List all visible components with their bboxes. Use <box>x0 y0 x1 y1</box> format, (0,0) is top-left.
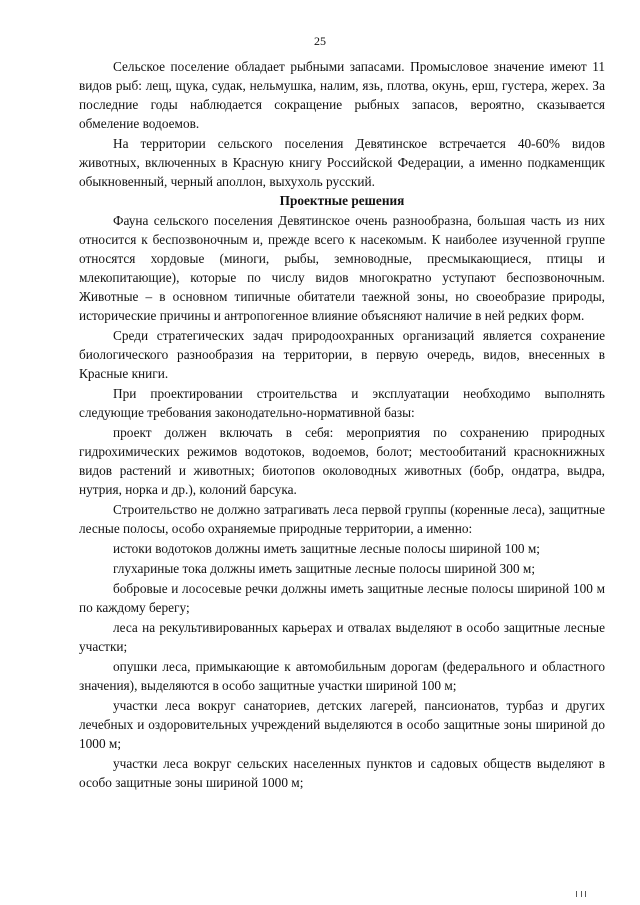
paragraph-project-measures: проект должен включать в себя: мероприятия по сохранению природных гидрохимических режимов водотоков, водоемов, болот; местообитаний краснокнижных видов растений и животных; биотопов околоводных животных (бобр, ондатра, выдра, нутрия, норка и др.), колоний барсука. <box>79 425 605 497</box>
page-content <box>79 57 605 792</box>
paragraph-first-group-forests: Строительство не должно затрагивать леса первой группы (коренные леса), защитные лесные полосы, особо охраняемые природные территории, а именно: <box>79 502 605 536</box>
paragraph-fauna: Фауна сельского поселения Девятинское очень разнообразна, большая часть из них относится к беспозвоночным и, прежде всего к насекомым. К наиболее изученной группе относятся хордовые (миноги, рыбы, земноводные, пресмыкающиеся, птицы и млекопитающие), которые по числу видов многократно уступают беспозвоночным. Животные – в основном типичные обитатели таежной зоны, но своеобразие природы, исторические причины и антропогенное влияние объясняют наличие в ней редких форм. <box>79 213 605 323</box>
section-heading: Проектные решения <box>279 193 405 208</box>
list-item-recultivated-quarries: леса на рекультивированных карьерах и отвалах выделяют в особо защитные лесные участки; <box>79 620 605 654</box>
scan-mark <box>576 891 590 897</box>
list-item-beaver-salmon-rivers: бобровые и лососевые речки должны иметь защитные лесные полосы шириной 100 м по каждому берегу; <box>79 581 605 615</box>
list-item-settlement-zones: участки леса вокруг сельских населенных пунктов и садовых обществ выделяют в особо защитные зоны шириной 1000 м; <box>79 756 605 790</box>
list-item-stream-sources: истоки водотоков должны иметь защитные лесные полосы шириной 100 м; <box>113 541 540 556</box>
page-number: 25 <box>314 34 326 48</box>
paragraph-requirements-intro: При проектировании строительства и эксплуатации необходимо выполнять следующие требования законодательно-нормативной базы: <box>79 386 605 420</box>
paragraph-fish-resources: Сельское поселение обладает рыбными запасами. Промысловое значение имеют 11 видов рыб: лещ, щука, судак, нельмушка, налим, язь, плотва, окунь, ерш, густера, жерех. За последние годы наблюдается сокращение рыбных запасов, вероятно, сказывается обмеление водоемов. <box>79 59 605 131</box>
list-item-sanatorium-zones: участки леса вокруг санаториев, детских лагерей, пансионатов, турбаз и других лечебных и оздоровительных учреждений выделяются в особо защитные зоны шириной до 1000 м; <box>79 698 605 751</box>
list-item-forest-edges: опушки леса, примыкающие к автомобильным дорогам (федерального и областного значения), выделяются в особо защитные участки шириной 100 м; <box>79 659 605 693</box>
paragraph-red-book-species: На территории сельского поселения Девятинское встречается 40-60% видов животных, включенных в Красную книгу Российской Федерации, а именно подкаменщик обыкновенный, черный аполлон, выхухоль русский. <box>79 136 605 189</box>
list-item-capercaillie-leks: глухариные тока должны иметь защитные лесные полосы шириной 300 м; <box>113 561 536 576</box>
paragraph-strategic-tasks: Среди стратегических задач природоохранных организаций является сохранение биологического разнообразия на территории, в первую очередь, видов, внесенных в Красные книги. <box>79 328 605 381</box>
